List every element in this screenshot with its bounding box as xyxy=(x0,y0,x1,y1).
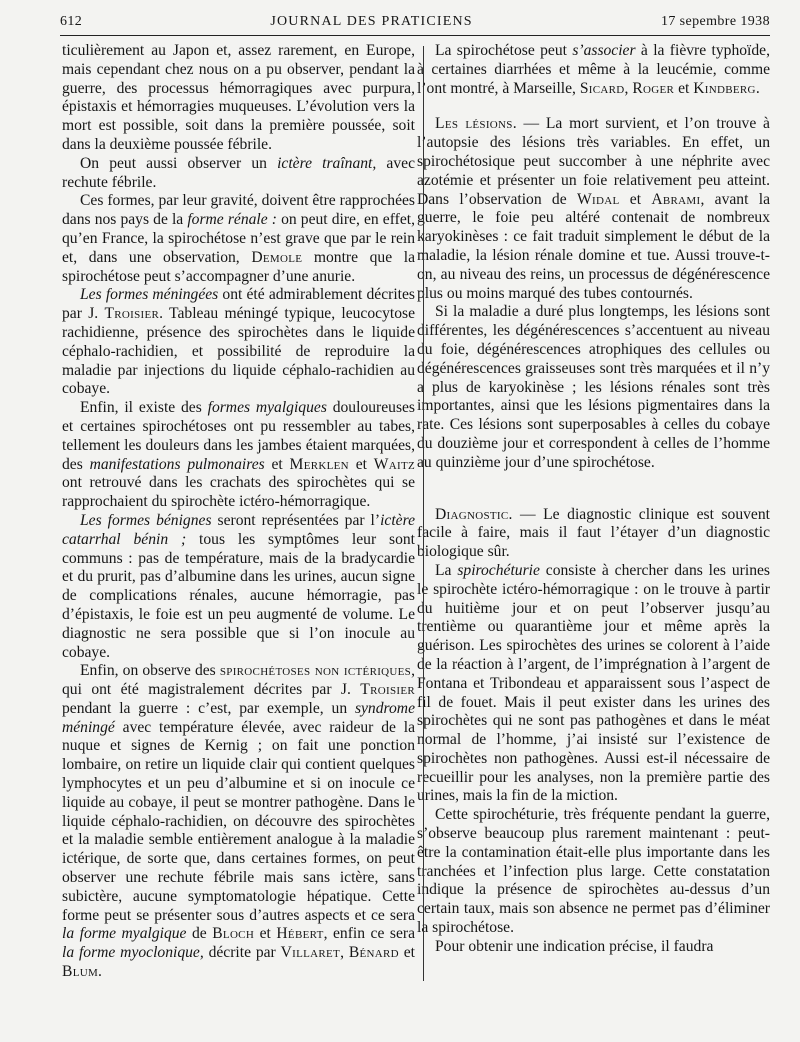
journal-title: JOURNAL DES PRATICIENS xyxy=(270,14,473,29)
section-lesions: Les lésions. — La mort survient, et l’on trouve à l’autopsie des lésions très variables. En effet, un spirochétosique peut succomber à une néphrite avec azotémie et présenter un foie relativement peu atteint. Dans l’observation de Widal et Abrami, avant la guerre, le foie peu altéré contenait de nombreux karyokinèses : ce fait traduit simplement le début de la maladie, la lésion rénale domine et tue. Aussi trouve-t-on, au niveau des reins, un processus de dégénérescence plus ou moins marqué des tubes contournés. xyxy=(417,115,770,302)
text-columns xyxy=(60,42,770,982)
paragraph: Si la maladie a duré plus longtemps, les lésions sont différentes, les dégénérescences s’accentuent au niveau du foie, dégénérescences atrophiques des cellules ou dégénérescences graisseuses sont très marquées et il n’y a plus de karyokinèse ; les lésions rénales sont très importantes, ainsi que les lésions pigmentaires dans la rate. Ces lésions sont superposables à celles du cobaye du douzième jour et correspondent à celles de l’homme au quinzième jour d’une spirochétose. xyxy=(417,303,770,471)
paragraph: Pour obtenir une indication précise, il faudra xyxy=(435,937,714,955)
paragraph: Enfin, il existe des formes myalgiques douloureuses et certaines spirochétoses ont pu ressembler au tabes, tellement les douleurs dans les jambes étaient marquées, des manifestations pulmonaires et Merklen et Waitz ont retrouvé dans les crachats des spirochètes qui se rapprochaient du spirochète ictéro-hémorragique. xyxy=(62,399,416,511)
running-header xyxy=(60,14,770,36)
left-column xyxy=(60,42,415,982)
section-heading: Les lésions xyxy=(435,115,513,133)
issue-date: 17 sepembre 1938 xyxy=(660,14,770,29)
paragraph: Cette spirochéturie, très fréquente pendant la guerre, s’observe beaucoup plus rarement maintenant : peut-être la contamination était-elle plus importante dans les tranchées et l’infection plus large. Cette constatation indique la présence de spirochètes au-dessus d’un certain taux, mais son absence ne permet pas d’éliminer la spirochétose. xyxy=(417,806,770,937)
paragraph: On peut aussi observer un ictère traînant, avec rechute fébrile. xyxy=(62,154,415,191)
paragraph: Les formes bénignes seront représentées par l’ictère catarrhal bénin ; tous les symptômes leur sont communs : pas de température, mais de la bradycardie et du prurit, pas d’albumine dans les urines, aucun signe de complications rénales, aucune hémorragie, pas d’épistaxis, le foie est un peu augmenté de volume. Le diagnostic ne sera possible que si l’on inocule au cobaye. xyxy=(62,511,416,661)
paragraph: La spirochétose peut s’associer à la fièvre typhoïde, à certaines diarrhées et même à la leucémie, comme l’ont montré, à Marseille, Sicard, Roger et Kindberg. xyxy=(417,42,770,97)
paragraph: Les formes méningées ont été admirablement décrites par J. Troisier. Tableau méningé typique, leucocytose rachidienne, présence des spirochètes dans le liquide céphalo-rachidien, et possibilité de reproduire la maladie par injections du liquide céphalo-rachidien au cobaye. xyxy=(62,286,415,398)
section-diagnostic: Diagnostic. — Le diagnostic clinique est souvent facile à faire, mais il faut l’étayer d’un diagnostic biologique sûr. xyxy=(417,505,770,561)
paragraph: La spirochéturie consiste à chercher dans les urines le spirochète ictéro-hémorragique : on le trouve à partir du huitième jour et on peut l’observer jusqu’au trentième ou quarantième jour et même après la guérison. Les spirochètes des urines se colorent à l’aide de la réaction à l’argent, de l’imprégnation à l’argent de Fontana et Tribondeau et apparaissent sous l’aspect de fil de fouet. Mais il peut exister dans les urines des spirochètes qui ne sont pas pathogènes et dans le méat normal de l’homme, j’ai insisté sur l’existence de spirochètes non pathogènes. Aussi est-il nécessaire de recueillir pour les analyses, non la première partie des urines, mais la fin de la miction. xyxy=(417,561,770,805)
section-heading: Diagnostic xyxy=(435,505,509,523)
paragraph: ticulièrement au Japon et, assez rarement, en Europe, mais cependant chez nous on a pu observer, pendant la guerre, des processus hémorragiques avec purpura, épistaxis et hémorragies muqueuses. L’évolution vers la mort est possible, soit dans la première poussée, soit dans la deuxième poussée fébrile. xyxy=(62,42,415,153)
paragraph: Enfin, on observe des spirochétoses non ictériques, qui ont été magistralement décrites par J. Troisier pendant la guerre : c’est, par exemple, un syndrome méningé avec température élevée, avec raideur de la nuque et signes de Kernig ; on fait une ponction lombaire, on retire un liquide clair qui contient quelques lymphocytes et un peu d’albumine et si on inocule ce liquide au cobaye, il peut se montrer pathogène. Dans le liquide céphalo-rachidien, on découvre des spirochètes et la maladie semble entièrement analogue à la maladie ictérique, de sorte que, dans certaines formes, on peut observer une rechute fébrile mais sans ictère, sans subictère, aucune symptomatologie hépatique. Cette forme peut se présenter sous d’autres aspects et ce sera la forme myalgique de Bloch et Hébert, enfin ce sera la forme myoclonique, décrite par Villaret, Bénard et Blum. xyxy=(62,662,415,981)
column-divider xyxy=(423,46,424,981)
right-column xyxy=(417,42,770,982)
paragraph: Ces formes, par leur gravité, doivent être rapprochées dans nos pays de la forme rénale : on peut dire, en effet, qu’en France, la spirochétose n’est grave que par le rein et, dans une observation, Demole montre que la spirochétose peut s’accompagner d’une anurie. xyxy=(62,192,416,285)
page-number: 612 xyxy=(60,14,83,29)
